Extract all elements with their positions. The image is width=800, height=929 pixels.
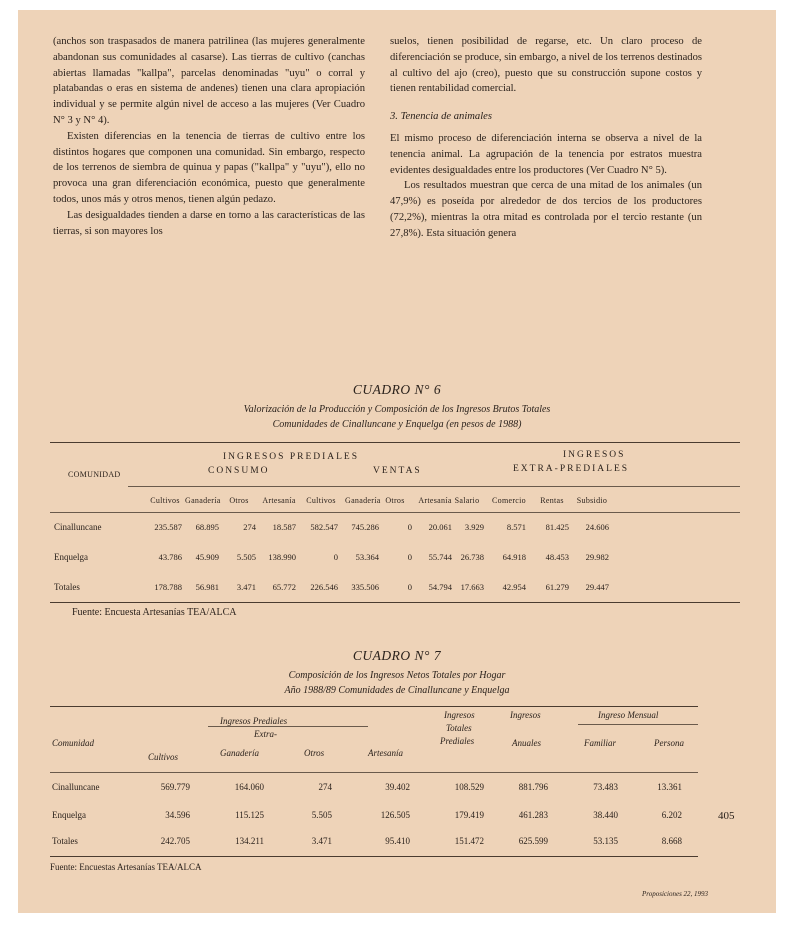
cuadro6-cell: 226.546 bbox=[310, 582, 338, 592]
cuadro6-group-header: INGRESOS bbox=[563, 450, 626, 460]
cuadro7-cell: 38.440 bbox=[593, 810, 618, 820]
cuadro6-cell: 20.061 bbox=[428, 522, 452, 532]
cuadro7-cell: 881.796 bbox=[518, 782, 548, 792]
cuadro6-group-header: EXTRA-PREDIALES bbox=[513, 464, 630, 474]
cuadro6-row-label: Enquelga bbox=[54, 552, 88, 562]
paragraph: (anchos son traspasados de manera patrilinea (las mujeres generalmente abandonan sus comunidades al casarse). Las tierras de cultivo (canchas abiertas llamadas "kallpa", parcelas denominadas "uyu" o corral y platabandas o eras en sistema de andenes) tienen una clara apropiación individual y se permite algún nivel de acceso a las mujeres (Ver Cuadro N° 3 y N° 4). bbox=[53, 36, 365, 126]
cuadro6-cell: 24.606 bbox=[585, 522, 609, 532]
cuadro7-subtitle: Composición de los Ingresos Netos Totales por Hogar bbox=[288, 670, 506, 681]
cuadro7-group-header: Extra- bbox=[254, 729, 277, 739]
cuadro7-group-header: Ingreso Mensual bbox=[598, 710, 659, 720]
cuadro6-title: CUADRO N° 6 bbox=[352, 382, 442, 397]
cuadro6-cell: 61.279 bbox=[545, 582, 569, 592]
cuadro7-cell: 126.505 bbox=[380, 810, 410, 820]
cuadro6-col-header: Cultivos bbox=[150, 496, 180, 505]
cuadro7-subtitle: Año 1988/89 Comunidades de Cinalluncane y Enquelga bbox=[284, 685, 510, 696]
cuadro7-cell: 34.596 bbox=[165, 810, 190, 820]
cuadro7-cell: 95.410 bbox=[385, 836, 410, 846]
cuadro6-cell: 68.895 bbox=[195, 522, 219, 532]
table-rule bbox=[128, 486, 740, 487]
cuadro7-col-header: Otros bbox=[304, 748, 325, 758]
cuadro7-cell: 13.361 bbox=[657, 782, 682, 792]
cuadro6-col-header: Ganadería bbox=[185, 496, 221, 505]
cuadro6-cell: 0 bbox=[407, 582, 412, 592]
cuadro6-col-header: Subsidio bbox=[576, 496, 608, 505]
cuadro7-cell: 164.060 bbox=[234, 782, 264, 792]
cuadro7-cell: 461.283 bbox=[518, 810, 548, 820]
cuadro6-col-header: Otros bbox=[385, 496, 405, 505]
cuadro6-cell: 745.286 bbox=[351, 522, 379, 532]
cuadro6-cell: 65.772 bbox=[272, 582, 296, 592]
table-rule bbox=[208, 726, 368, 727]
cuadro6-col-header: Artesanía bbox=[418, 496, 452, 505]
cuadro7-cell: 39.402 bbox=[385, 782, 410, 792]
cuadro7-cell: 73.483 bbox=[593, 782, 618, 792]
page-footer: Proposiciones 22, 1993 bbox=[642, 890, 709, 898]
cuadro6-group-header: CONSUMO bbox=[208, 466, 270, 476]
cuadro6-cell: 3.471 bbox=[236, 582, 256, 592]
cuadro6-cell: 48.453 bbox=[545, 552, 569, 562]
cuadro7-col-header: Cultivos bbox=[148, 752, 179, 762]
cuadro6-cell: 55.744 bbox=[428, 552, 452, 562]
cuadro7-col-header: Anuales bbox=[512, 738, 541, 748]
cuadro7-cell: 569.779 bbox=[160, 782, 190, 792]
cuadro7-comunidad-header: Comunidad bbox=[52, 738, 95, 748]
cuadro6-col-header: Salario bbox=[454, 496, 480, 505]
cuadro6-cell: 0 bbox=[407, 552, 412, 562]
cuadro7-row-label: Totales bbox=[52, 836, 78, 846]
cuadro7-title: CUADRO N° 7 bbox=[352, 648, 442, 663]
cuadro6-cell: 0 bbox=[407, 522, 412, 532]
cuadro6-cell: 335.506 bbox=[351, 582, 379, 592]
cuadro7-cell: 6.202 bbox=[661, 810, 682, 820]
cuadro6-group-header: INGRESOS PREDIALES bbox=[223, 452, 360, 462]
paragraph: El mismo proceso de diferenciación interna se observa a nivel de la tenencia animal. La agrupación de la tenencia por estratos muestra evidentes desigualdades entre los productores (Ver Cuadro N° 5). bbox=[390, 132, 702, 176]
table-rule bbox=[50, 512, 740, 513]
paragraph: Las desigualdades tienden a darse en torno a las características de las tierras, si son mayores los bbox=[53, 209, 365, 237]
cuadro7-col-header: Familiar bbox=[584, 738, 617, 748]
cuadro7-cell: 625.599 bbox=[518, 836, 548, 846]
cuadro7-cell: 179.419 bbox=[454, 810, 484, 820]
cuadro6-cell: 53.364 bbox=[355, 552, 379, 562]
cuadro6-col-header: Comercio bbox=[492, 496, 526, 505]
cuadro6-cell: 8.571 bbox=[506, 522, 526, 532]
table-rule bbox=[50, 706, 698, 707]
cuadro6-cell: 235.587 bbox=[154, 522, 182, 532]
cuadro7-cell: 3.471 bbox=[311, 836, 332, 846]
text-column-right bbox=[390, 34, 702, 242]
cuadro6-cell: 26.738 bbox=[460, 552, 484, 562]
cuadro7-cell: 151.472 bbox=[454, 836, 484, 846]
cuadro7-row-label: Cinalluncane bbox=[52, 782, 100, 792]
cuadro6-cell: 0 bbox=[333, 552, 338, 562]
cuadro7-col-header: Totales bbox=[446, 723, 472, 733]
cuadro6-cell: 81.425 bbox=[545, 522, 569, 532]
cuadro6-cell: 3.929 bbox=[464, 522, 484, 532]
cuadro6-comunidad-header: COMUNIDAD bbox=[68, 470, 121, 479]
cuadro7-col-header: Ingresos bbox=[444, 710, 475, 720]
cuadro6-cell: 43.786 bbox=[158, 552, 182, 562]
cuadro7-cell: 8.668 bbox=[661, 836, 682, 846]
cuadro6-cell: 29.447 bbox=[585, 582, 609, 592]
cuadro6-col-header: Otros bbox=[229, 496, 249, 505]
cuadro7-cell: 274 bbox=[318, 782, 332, 792]
cuadro7-source: Fuente: Encuestas Artesanías TEA/ALCA bbox=[50, 862, 202, 872]
text-column-left bbox=[53, 34, 365, 239]
cuadro6-cell: 17.663 bbox=[460, 582, 484, 592]
cuadro7-row-label: Enquelga bbox=[52, 810, 86, 820]
cuadro6-cell: 54.794 bbox=[428, 582, 452, 592]
table-rule bbox=[50, 602, 740, 603]
cuadro6-source: Fuente: Encuesta Artesanías TEA/ALCA bbox=[72, 607, 237, 618]
cuadro7-cell: 115.125 bbox=[235, 810, 264, 820]
cuadro6-group-header: VENTAS bbox=[373, 466, 422, 476]
cuadro7-group-header: Ingresos Prediales bbox=[220, 716, 288, 726]
cuadro7-cell: 134.211 bbox=[235, 836, 264, 846]
cuadro6-row-label: Cinalluncane bbox=[54, 522, 102, 532]
cuadro6-cell: 29.982 bbox=[585, 552, 609, 562]
paragraph: Existen diferencias en la tenencia de tierras de cultivo entre los distintos hogares que componen una comunidad. Sin embargo, respecto de los terrenos de siembra de quinua y papas ("kallpa" y "uyu"), ello no provoca una gran diferenciación económica, puesto que generalmente todos, unos más y otros menos, tienen algún pedazo. bbox=[53, 130, 365, 205]
cuadro7-col-header: Persona bbox=[654, 738, 684, 748]
cuadro7-cell: 108.529 bbox=[454, 782, 484, 792]
cuadro7-cell: 53.135 bbox=[593, 836, 618, 846]
table-rule bbox=[578, 724, 698, 725]
cuadro6-subtitle: Comunidades de Cinalluncane y Enquelga (en pesos de 1988) bbox=[272, 419, 522, 430]
table-rule bbox=[50, 856, 698, 857]
cuadro6-cell: 64.918 bbox=[502, 552, 526, 562]
page-number: 405 bbox=[718, 810, 735, 822]
cuadro7-col-header: Artesanía bbox=[368, 748, 403, 758]
paragraph: suelos, tienen posibilidad de regarse, etc. Un claro proceso de diferenciación se produce, sin embargo, a nivel de los terrenos destinados al cultivo del ajo (creo), puesto que su construcción supone costos y tienen rentabilidad comercial. bbox=[390, 36, 702, 95]
document-page bbox=[18, 10, 776, 913]
cuadro6-cell: 56.981 bbox=[195, 582, 219, 592]
cuadro6-subtitle: Valorización de la Producción y Composición de los Ingresos Brutos Totales bbox=[243, 404, 551, 415]
cuadro7-col-header: Ganadería bbox=[220, 748, 259, 758]
table-rule bbox=[50, 442, 740, 443]
cuadro6-cell: 178.788 bbox=[154, 582, 182, 592]
cuadro7-col-header: Prediales bbox=[440, 736, 475, 746]
cuadro6-cell: 45.909 bbox=[195, 552, 219, 562]
cuadro6-cell: 582.547 bbox=[310, 522, 338, 532]
cuadro6-cell: 138.990 bbox=[268, 552, 296, 562]
cuadro6-col-header: Artesanía bbox=[262, 496, 296, 505]
cuadro6-col-header: Rentas bbox=[540, 496, 564, 505]
cuadro6-cell: 274 bbox=[243, 522, 256, 532]
cuadro6-cell: 18.587 bbox=[272, 522, 296, 532]
cuadro7-col-header: Ingresos bbox=[510, 710, 541, 720]
cuadro6-row-label: Totales bbox=[54, 582, 80, 592]
section-heading: 3. Tenencia de animales bbox=[390, 111, 493, 123]
paragraph: Los resultados muestran que cerca de una mitad de los animales (un 47,9%) es poseída por alrededor de dos tercios de los productores (72,2%), mientras la otra mitad es controlada por el tercio restante (un 27,8%). Esta situación genera bbox=[390, 180, 702, 239]
cuadro6-col-header: Ganadería bbox=[345, 496, 381, 505]
cuadro6-col-header: Cultivos bbox=[306, 496, 336, 505]
cuadro7-cell: 5.505 bbox=[311, 810, 332, 820]
cuadro6-cell: 5.505 bbox=[236, 552, 256, 562]
cuadro7-cell: 242.705 bbox=[160, 836, 190, 846]
table-rule bbox=[50, 772, 698, 773]
cuadro6-cell: 42.954 bbox=[502, 582, 526, 592]
